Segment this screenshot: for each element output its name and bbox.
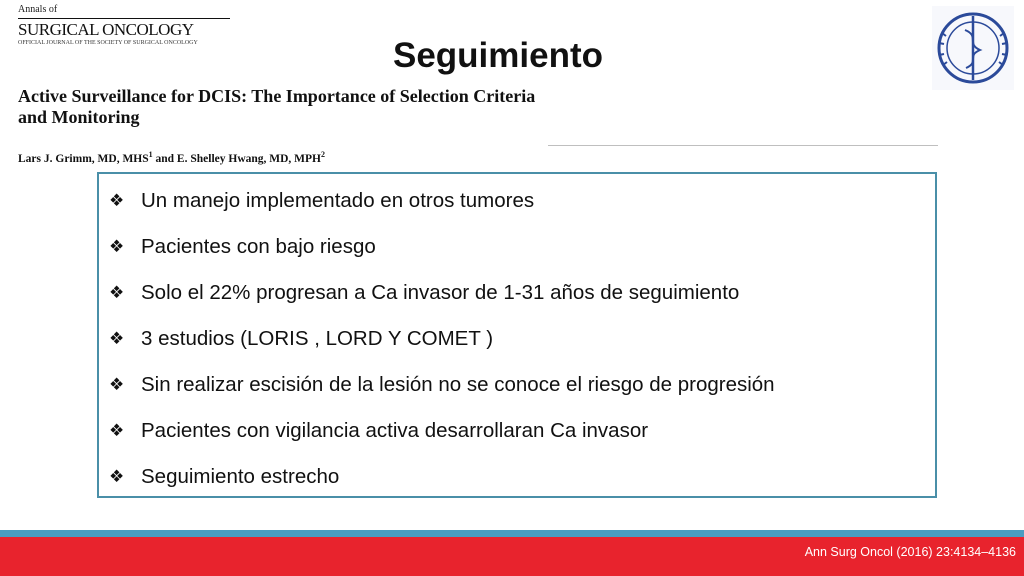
- list-item: [99, 224, 935, 270]
- diamond-bullet-icon: ❖: [109, 329, 125, 348]
- author-2-affiliation: 2: [321, 150, 325, 159]
- list-item: [99, 362, 935, 408]
- slide-title: Seguimiento: [392, 36, 604, 75]
- diamond-bullet-icon: ❖: [109, 237, 125, 256]
- list-item-text: 3 estudios (LORIS , LORD Y COMET ): [141, 327, 494, 350]
- list-item-text: Pacientes con bajo riesgo: [141, 235, 376, 258]
- list-item-text: Solo el 22% progresan a Ca invasor de 1-31 años de seguimiento: [141, 281, 740, 304]
- author-2: and E. Shelley Hwang, MD, MPH: [152, 152, 321, 165]
- bullet-box: [97, 172, 937, 498]
- citation: Ann Surg Oncol (2016) 23:4134–4136: [804, 545, 1016, 559]
- author-1: Lars J. Grimm, MD, MHS: [18, 152, 149, 165]
- list-item: [99, 178, 935, 224]
- bullet-list: [99, 178, 935, 500]
- footer-accent-bar: [0, 530, 1024, 537]
- diamond-bullet-icon: ❖: [109, 421, 125, 440]
- journal-rule: [18, 18, 230, 19]
- article-title: Active Surveillance for DCIS: The Importance of Selection Criteria and Monitoring: [18, 86, 536, 127]
- list-item-text: Sin realizar escisión de la lesión no se conoce el riesgo de progresión: [141, 373, 775, 396]
- diamond-bullet-icon: ❖: [109, 467, 125, 486]
- diamond-bullet-icon: ❖: [109, 375, 125, 394]
- divider-line: [548, 145, 938, 146]
- journal-name: SURGICAL ONCOLOGY: [18, 20, 194, 39]
- list-item: [99, 408, 935, 454]
- institute-emblem-icon: [932, 6, 1014, 90]
- list-item-text: Pacientes con vigilancia activa desarrollaran Ca invasor: [141, 419, 649, 442]
- diamond-bullet-icon: ❖: [109, 283, 125, 302]
- author-1-affiliation: 1: [148, 150, 153, 159]
- journal-subtitle: OFFICIAL JOURNAL OF THE SOCIETY OF SURGICAL ONCOLOGY: [18, 40, 198, 46]
- list-item: [99, 316, 935, 362]
- diamond-bullet-icon: ❖: [109, 191, 125, 210]
- list-item-text: Un manejo implementado en otros tumores: [141, 189, 535, 212]
- article-authors: [18, 150, 325, 165]
- list-item: [99, 454, 935, 500]
- list-item: [99, 270, 935, 316]
- journal-header: [18, 4, 230, 47]
- journal-annals-of: Annals of: [18, 4, 58, 15]
- list-item-text: Seguimiento estrecho: [141, 465, 340, 488]
